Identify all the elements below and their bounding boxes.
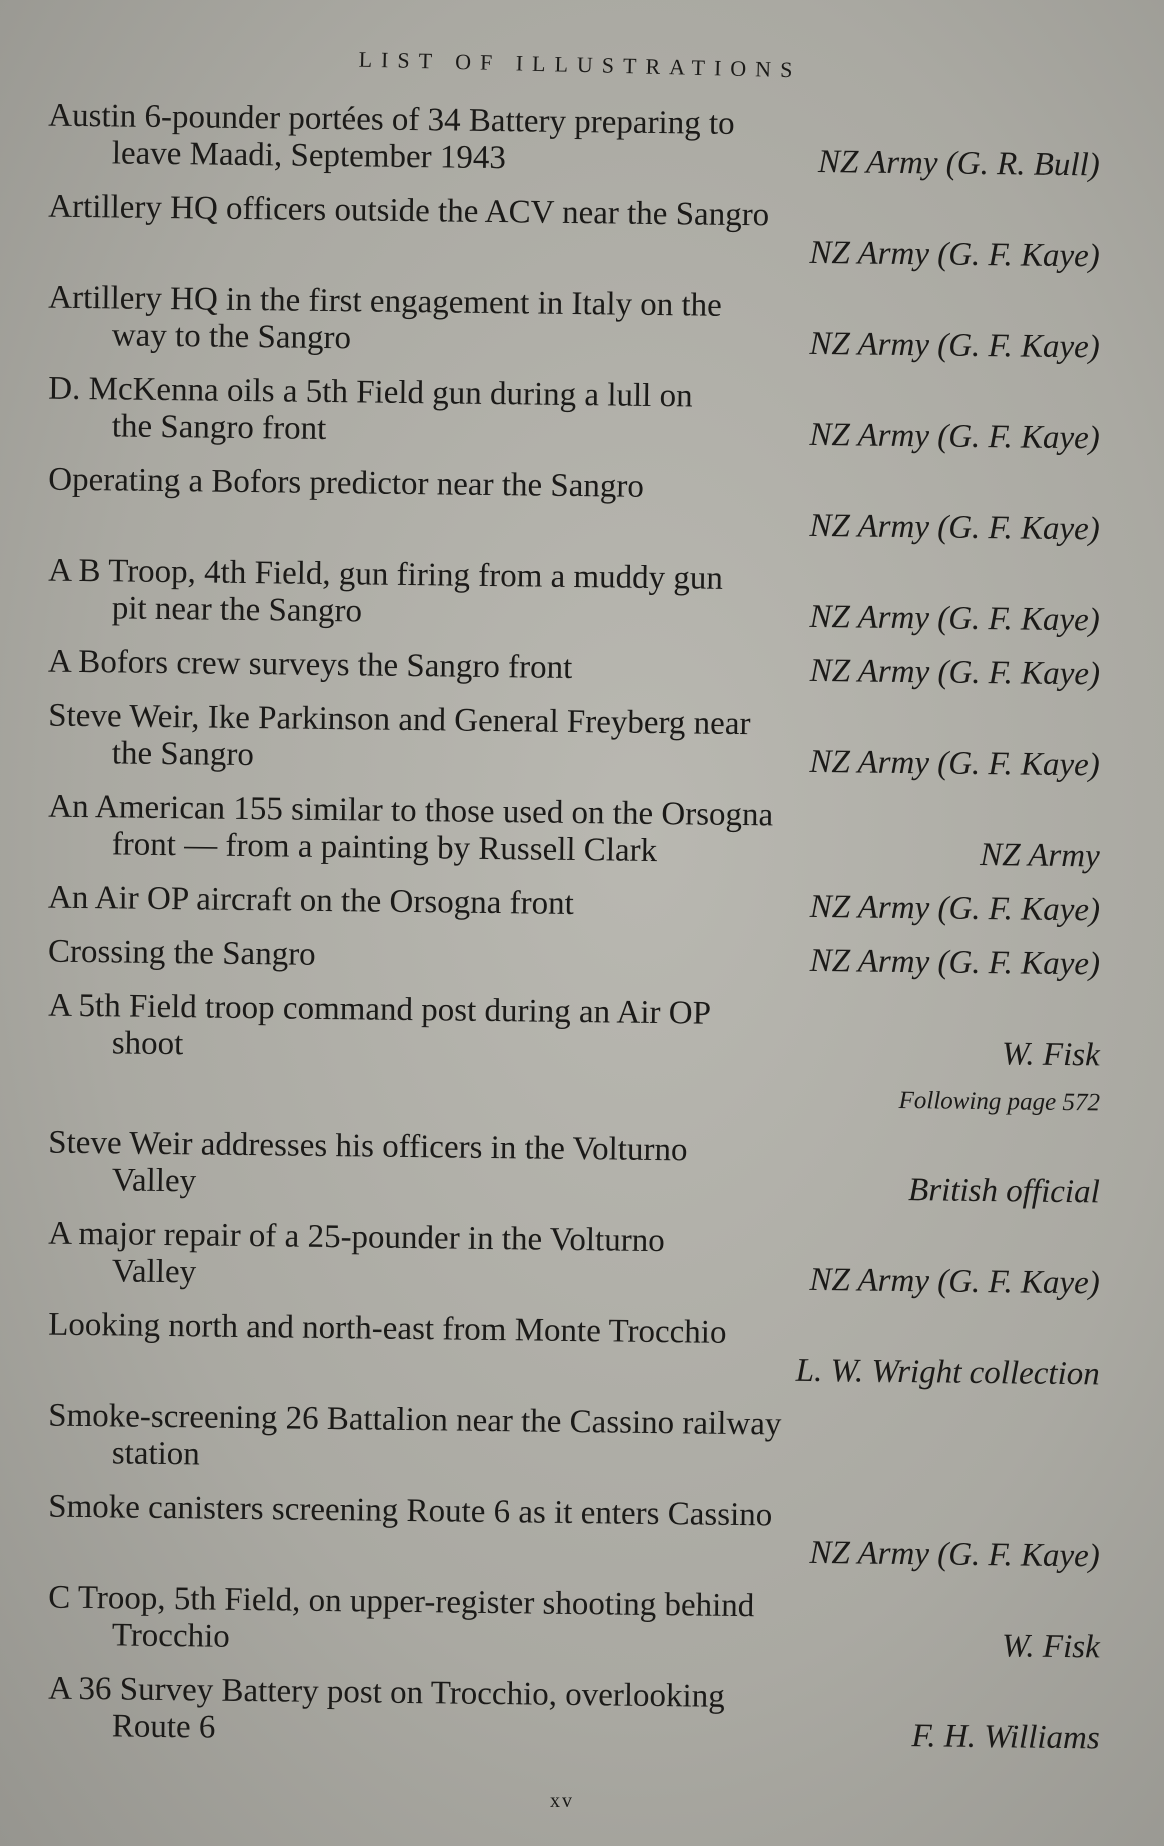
title-continuation-line [48, 1708, 1100, 1758]
illustration-title: A 5th Field troop command post during an Air OP [48, 987, 712, 1032]
list-item [48, 1216, 1101, 1303]
illustration-title-continued: Valley [111, 1253, 197, 1291]
title-continuation-line [48, 735, 1100, 785]
list-item [48, 644, 1100, 694]
illustration-title-continued: front — from a painting by Russell Clark [111, 826, 658, 870]
illustration-title: A B Troop, 4th Field, gun firing from a muddy gun [48, 552, 724, 597]
photo-credit: W. Fisk [1001, 1036, 1100, 1074]
illustration-title: Artillery HQ in the first engagement in Italy on the [48, 279, 723, 324]
photo-credit: NZ Army (G. F. Kaye) [809, 942, 1101, 983]
page-header: LIST OF ILLUSTRATIONS [358, 46, 802, 83]
credit-line [48, 226, 1100, 276]
photo-credit: NZ Army [980, 836, 1100, 875]
illustration-title: A Bofors crew surveys the Sangro front [47, 643, 573, 686]
page-number: xv [550, 1790, 574, 1812]
credit-line [48, 1344, 1100, 1394]
illustration-title: An American 155 similar to those used on the Orsogna [48, 788, 774, 834]
photo-credit: NZ Army (G. F. Kaye) [809, 325, 1100, 366]
list-item [48, 1489, 1101, 1576]
illustration-title: An Air OP aircraft on the Orsogna front [47, 879, 574, 922]
illustration-title: C Troop, 5th Field, on upper-register shooting behind [48, 1579, 755, 1625]
photo-credit: NZ Army (G. F. Kaye) [809, 743, 1100, 784]
illustration-title-continued: the Sangro front [111, 408, 327, 447]
photo-credit: F. H. Williams [911, 1718, 1100, 1757]
list-item [48, 1307, 1101, 1394]
list-item [48, 1580, 1101, 1667]
photo-credit: NZ Army (G. F. Kaye) [809, 888, 1101, 929]
list-item [48, 934, 1100, 984]
illustration-list-part-1 [47, 97, 1101, 1074]
list-item [48, 789, 1101, 876]
illustration-title-continued: Trocchio [111, 1617, 230, 1655]
illustration-title-continued: station [111, 1435, 201, 1473]
title-continuation-line [48, 1162, 1100, 1212]
illustration-title: Artillery HQ officers outside the ACV near the Sangro [48, 188, 770, 234]
photo-credit: NZ Army (G. F. Kaye) [809, 598, 1100, 639]
following-page-note: Following page 572 [898, 1086, 1101, 1117]
illustration-list-part-2 [48, 1124, 1100, 1757]
list-item [48, 462, 1101, 549]
photo-credit: NZ Army (G. F. Kaye) [809, 234, 1100, 275]
credit-line [48, 499, 1100, 549]
list-item [48, 98, 1101, 185]
list-item [48, 988, 1101, 1075]
illustration-title: Smoke-screening 26 Battalion near the Cassino railway [48, 1397, 782, 1443]
photo-credit: NZ Army (G. F. Kaye) [809, 1261, 1100, 1302]
list-item [48, 698, 1101, 785]
credit-line [48, 1526, 1100, 1576]
illustration-title: Operating a Bofors predictor near the Sangro [48, 461, 645, 505]
title-continuation-line [48, 135, 1100, 185]
illustration-title: Crossing the Sangro [47, 933, 316, 973]
illustration-title: Steve Weir addresses his officers in the Volturno [48, 1124, 688, 1169]
illustration-title-continued: the Sangro [111, 735, 255, 774]
photo-credit: NZ Army (G. R. Bull) [817, 143, 1100, 184]
illustration-title: D. McKenna oils a 5th Field gun during a lull on [48, 370, 693, 415]
illustration-title-continued: pit near the Sangro [111, 590, 363, 630]
photo-credit: NZ Army (G. F. Kaye) [809, 652, 1101, 693]
illustration-list [47, 97, 1101, 1768]
illustration-title: A 36 Survey Battery post on Trocchio, overlooking [48, 1670, 725, 1715]
title-continuation-line [48, 1253, 1100, 1303]
photo-credit: NZ Army (G. F. Kaye) [809, 416, 1100, 457]
illustration-title: A major repair of a 25-pounder in the Volturno [48, 1215, 665, 1260]
illustration-title: Austin 6-pounder portées of 34 Battery preparing to [48, 97, 735, 142]
illustration-title-continued: leave Maadi, September 1943 [111, 135, 507, 177]
illustration-title: Smoke canisters screening Route 6 as it enters Cassino [48, 1488, 773, 1534]
illustration-title: Looking north and north-east from Monte Trocchio [48, 1306, 727, 1351]
photo-credit: W. Fisk [1001, 1628, 1100, 1666]
title-continuation-line [48, 1617, 1100, 1667]
list-item [48, 280, 1101, 367]
list-item [48, 1671, 1101, 1758]
list-item [48, 371, 1101, 458]
illustration-title-continued: Valley [111, 1162, 197, 1200]
list-item [48, 553, 1101, 640]
photo-credit: NZ Army (G. F. Kaye) [809, 507, 1100, 548]
title-continuation-line [48, 1435, 1100, 1485]
list-item [48, 1398, 1101, 1485]
photo-credit: NZ Army (G. F. Kaye) [809, 1534, 1100, 1575]
illustration-title-continued: Route 6 [111, 1708, 216, 1746]
title-continuation-line [48, 317, 1100, 367]
illustration-title-continued: way to the Sangro [111, 317, 352, 357]
title-continuation-line [48, 1025, 1100, 1075]
title-continuation-line [48, 408, 1100, 458]
photo-credit: British official [907, 1172, 1100, 1211]
illustration-title: Steve Weir, Ike Parkinson and General Freyberg near [48, 697, 751, 743]
photo-credit: L. W. Wright collection [795, 1352, 1100, 1393]
title-continuation-line [48, 826, 1100, 876]
illustration-title-continued: shoot [111, 1025, 184, 1063]
list-item [48, 1125, 1101, 1212]
title-continuation-line [48, 590, 1100, 640]
list-item [48, 880, 1100, 930]
list-item [48, 189, 1101, 276]
